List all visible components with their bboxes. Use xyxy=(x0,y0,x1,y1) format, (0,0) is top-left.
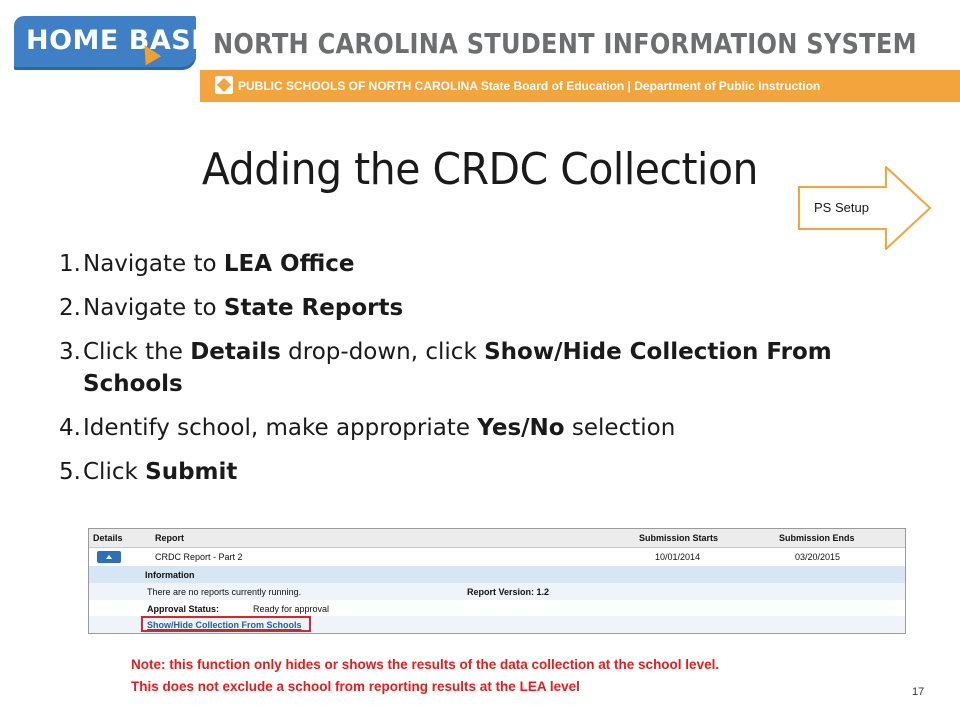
note-line-2: This does not exclude a school from reporting results at the LEA level xyxy=(131,679,580,694)
ps-setup-label: PS Setup xyxy=(814,200,869,215)
step-emphasis: State Reports xyxy=(223,295,404,321)
note-text xyxy=(131,654,719,698)
step-number: 4. xyxy=(59,415,81,441)
report-name: CRDC Report - Part 2 xyxy=(155,552,243,562)
steps-list xyxy=(59,248,879,500)
note-line-1: Note: this function only hides or shows the results of the data collection at the school level. xyxy=(131,657,720,672)
table-row xyxy=(89,548,905,566)
step-item xyxy=(59,248,879,280)
step-emphasis: LEA Office xyxy=(223,251,355,277)
step-fragment: Navigate to xyxy=(83,251,224,277)
step-text xyxy=(83,295,403,321)
state-reports-table xyxy=(88,528,906,634)
show-hide-collection-link[interactable]: Show/Hide Collection From Schools xyxy=(147,620,302,630)
report-version: Report Version: 1.2 xyxy=(467,587,550,597)
step-item xyxy=(59,412,879,444)
step-number: 5. xyxy=(59,459,81,485)
step-text xyxy=(83,415,675,441)
step-emphasis: Submit xyxy=(145,459,238,485)
home-base-logo xyxy=(14,16,211,70)
information-section xyxy=(89,566,905,583)
step-fragment: Navigate to xyxy=(83,295,224,321)
step-emphasis: Show/Hide Collection From Schools xyxy=(83,339,832,397)
header-submission-starts: Submission Starts xyxy=(639,533,719,543)
information-label: Information xyxy=(145,570,195,580)
approval-status-value: Ready for approval xyxy=(253,604,330,614)
step-fragment: drop-down, click xyxy=(280,339,485,365)
step-emphasis: Yes/No xyxy=(477,415,565,441)
step-fragment: Click xyxy=(83,459,146,485)
step-fragment: Identify school, make appropriate xyxy=(83,415,478,441)
header-details: Details xyxy=(93,533,123,543)
step-text xyxy=(83,339,832,397)
slide-title-text: Adding the CRDC Collection xyxy=(201,144,759,195)
table-row xyxy=(89,600,905,616)
table-row xyxy=(89,583,905,600)
nc-dpi-icon xyxy=(215,76,233,94)
banner-subtitle: PUBLIC SCHOOLS OF NORTH CAROLINA State Board of Education | Department of Public Instruction xyxy=(238,79,821,93)
step-fragment: selection xyxy=(564,415,676,441)
details-expand-button[interactable] xyxy=(97,551,121,563)
banner-title: NORTH CAROLINA STUDENT INFORMATION SYSTEM xyxy=(213,27,917,60)
step-emphasis: Details xyxy=(190,339,281,365)
header-submission-ends: Submission Ends xyxy=(779,533,855,543)
step-item xyxy=(59,292,879,324)
step-text xyxy=(83,251,355,277)
submission-start-date: 10/01/2014 xyxy=(655,552,701,562)
step-item xyxy=(59,336,879,400)
step-item xyxy=(59,456,879,488)
step-fragment: Click the xyxy=(83,339,191,365)
header-report: Report xyxy=(155,533,184,543)
submission-end-date: 03/20/2015 xyxy=(795,552,841,562)
header-banner xyxy=(0,0,960,103)
logo-text: HOME BASE xyxy=(26,25,211,56)
step-number: 1. xyxy=(59,251,81,277)
no-reports-text: There are no reports currently running. xyxy=(147,587,302,597)
page-number: 17 xyxy=(912,686,925,698)
step-number: 3. xyxy=(59,339,81,365)
table-header xyxy=(89,529,905,548)
approval-status-label: Approval Status: xyxy=(147,604,220,614)
step-number: 2. xyxy=(59,295,81,321)
step-text xyxy=(83,459,237,485)
